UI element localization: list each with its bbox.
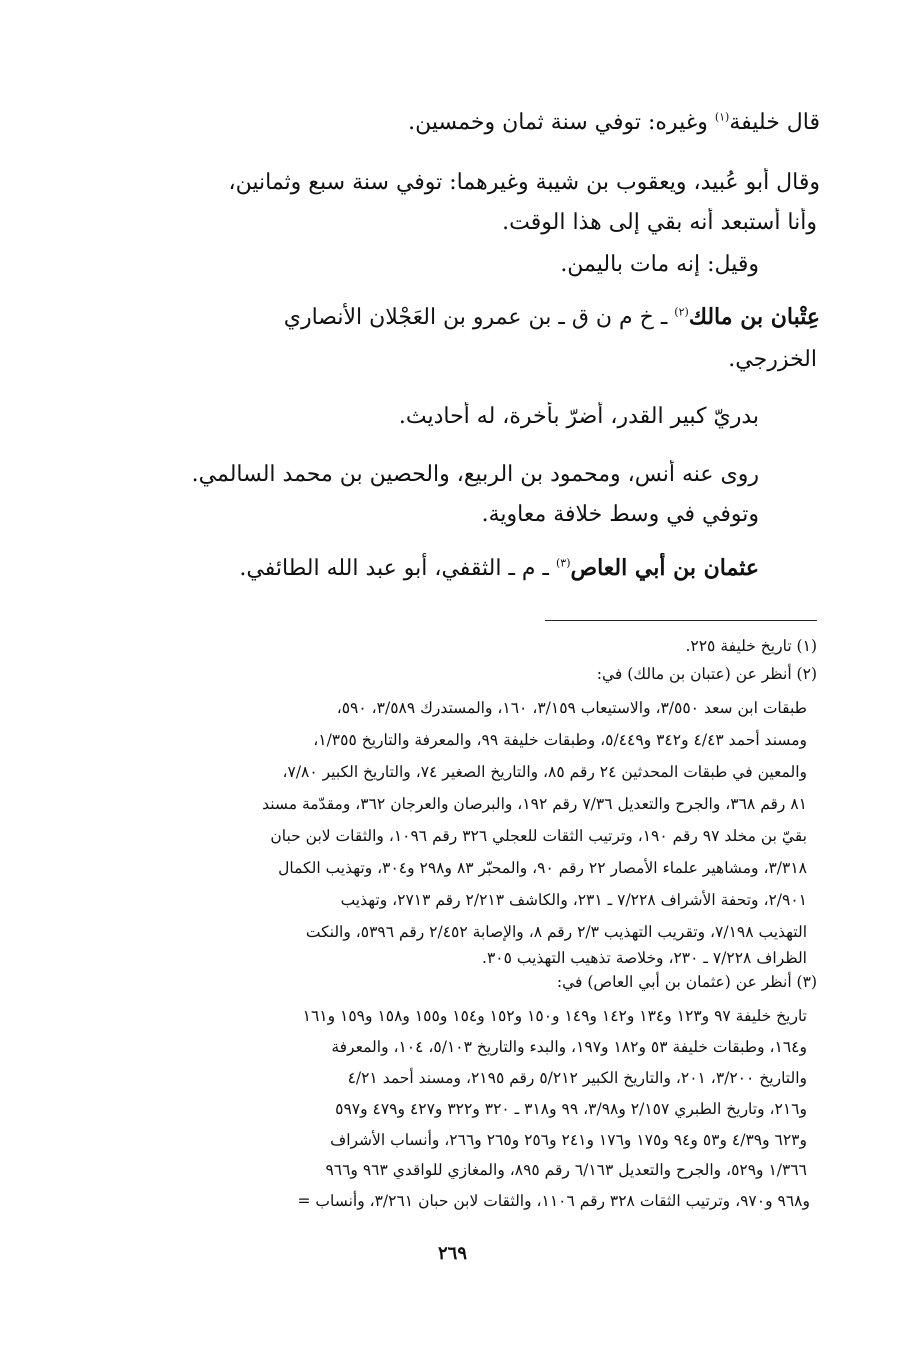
footnote-line-text: (٢) أنظر عن (عتبان بن مالك) في: — [596, 665, 817, 683]
footnote-line — [95, 1189, 810, 1213]
footnote-line — [95, 1066, 807, 1090]
main-line-7-text: بدريّ كبير القدر، أضرّ بأخرة، له أحاديث. — [398, 404, 759, 429]
main-line-3 — [87, 208, 817, 238]
footnote-line-text: و٩٦٨ و٩٧٠، وترتيب الثقات ٣٢٨ رقم ١١٠٦، والثقات لابن حبان ٣/٢٦١، وأنساب = — [297, 1192, 810, 1210]
footnote-line-text: بقيّ بن مخلد ٩٧ رقم ١٩٠، وترتيب الثقات للعجلي ٣٢٦ رقم ١٠٩٦، والثقات لابن حبان — [270, 827, 807, 845]
main-line-8-text: روى عنه أنس، ومحمود بن الربيع، والحصين بن محمد السالمي. — [191, 462, 759, 487]
page-number: ٢٦٩ — [437, 1243, 467, 1264]
footnote-line — [95, 856, 807, 880]
footnote-line-text: طبقات ابن سعد ٣/٥٥٠، والاستيعاب ٣/١٥٩، ١٦٠، والمستدرك ٣/٥٨٩، ٥٩٠، — [336, 699, 807, 717]
footnote-line-text: الظراف ٧/٢٢٨ ـ ٢٣٠، وخلاصة تذهيب التهذيب ٣٠٥. — [482, 949, 807, 967]
main-line-9 — [99, 500, 759, 530]
main-line-1 — [100, 108, 820, 138]
footnote-line-text: والتاريخ ٣/٢٠٠، ٢٠١، والتاريخ الكبير ٥/٢١٢ رقم ٢١٩٥، ومسند أحمد ٤/٢١ — [347, 1069, 807, 1087]
footnote-line — [95, 760, 807, 784]
footnote-separator — [545, 620, 817, 621]
main-line-6 — [97, 345, 817, 375]
footnote-line — [95, 824, 807, 848]
footnote-line-text: ومسند أحمد ٤/٤٣ و٣٤٢ و٥/٤٤٩، وطبقات خليفة ٩٩، والمعرفة والتاريخ ١/٣٥٥، — [313, 731, 807, 749]
footnote-line — [95, 946, 807, 970]
entry-name-uthman: عثمان بن أبي العاص — [570, 555, 759, 581]
footnote-ref-3: (٣) — [555, 556, 571, 570]
footnote-line — [95, 792, 807, 816]
footnote-line-text: ١/٣٦٦ و٥٢٩، والجرح والتعديل ٦/١٦٣ رقم ٨٩٥، والمغازي للواقدي ٩٦٣ و٩٦٦ — [325, 1161, 807, 1179]
footnote-line — [95, 1004, 807, 1028]
footnote-line-text: التهذيب ٧/١٩٨، وتقريب التهذيب ٢/٣ رقم ٨، والإصابة ٢/٤٥٢ رقم ٥٣٩٦، والنكت — [305, 923, 807, 941]
entry-name-itban: عِتْبان بن مالك — [688, 304, 820, 330]
main-line-9-text: وتوفي في وسط خلافة معاوية. — [481, 502, 759, 527]
footnote-line — [97, 634, 817, 658]
footnote-line-text: و١٦٤، وطبقات خليفة ٥٣ و١٨٢ و١٩٧، والبدء والتاريخ ٥/١٠٣، ١٠٤، والمعرفة — [331, 1038, 807, 1056]
footnote-line-text: ٨١ رقم ٣٦٨، والجرح والتعديل ٧/٣٦ رقم ١٩٢، والبرصان والعرجان ٣٦٢، ومقدّمة مسند — [262, 795, 807, 813]
footnote-line — [95, 920, 807, 944]
footnote-line — [95, 1158, 807, 1182]
main-line-1-text — [408, 110, 820, 135]
footnote-line-text: و٦٢٣ و٤/٣٩ و٥٣ و٩٤ و١٧٥ و١٧٦ و٢٤١ و٢٥٦ و٢٦٥ و٢٦٦، وأنساب الأشراف — [330, 1131, 807, 1149]
main-line-1-lead: قال خليفة — [729, 110, 820, 135]
footnote-line — [97, 662, 817, 686]
main-line-4-text: وقيل: إنه مات باليمن. — [560, 252, 759, 277]
entry-heading-uthman-rest: ـ م ـ الثقفي، أبو عبد الله الطائفي. — [239, 556, 556, 581]
entry-heading-itban-rest: ـ خ م ن ق ـ بن عمرو بن العَجْلان الأنصاري — [283, 305, 675, 330]
entry-heading-uthman — [99, 553, 759, 584]
main-line-1-rest: وغيره: توفي سنة ثمان وخمسين. — [408, 110, 715, 135]
footnote-line — [97, 970, 817, 994]
footnote-line — [95, 1128, 807, 1152]
footnote-line-text: و٢١٦، وتاريخ الطبري ٢/١٥٧ و٣/٩٨، ٩٩ و٣١٨ ـ ٣٢٠ و٣٢٢ و٤٢٧ و٤٧٩ و٥٩٧ — [335, 1100, 807, 1118]
main-line-3-text: وأنا أستبعد أنه بقي إلى هذا الوقت. — [502, 210, 817, 235]
main-line-6-text: الخزرجي. — [728, 347, 817, 372]
footnote-line-text: ٢/٩٠١، وتحفة الأشراف ٧/٢٢٨ ـ ٢٣١، والكاشف ٢/٢١٣ رقم ٢٧١٣، وتهذيب — [340, 891, 807, 909]
footnote-line — [95, 696, 807, 720]
main-line-8 — [99, 460, 759, 490]
footnote-line — [95, 1097, 807, 1121]
footnote-line — [95, 728, 807, 752]
footnote-line-text: (٣) أنظر عن (عثمان بن أبي العاص) في: — [556, 973, 817, 991]
main-line-2 — [100, 168, 820, 198]
footnote-ref-2: (٢) — [674, 305, 689, 319]
footnote-line-text: والمعين في طبقات المحدثين ٢٤ رقم ٨٥، والتاريخ الصغير ٧٤، والتاريخ الكبير ٧/٨٠، — [282, 763, 807, 781]
footnote-line-text: (١) تاريخ خليفة ٢٢٥. — [685, 637, 817, 655]
footnote-ref-1: (١) — [714, 110, 730, 124]
footnote-line — [95, 1035, 807, 1059]
footnote-line — [95, 888, 807, 912]
entry-heading-itban — [100, 302, 820, 333]
main-line-4 — [99, 250, 759, 280]
footnote-line-text: ٣/٣١٨، ومشاهير علماء الأمصار ٢٢ رقم ٩٠، والمحبّر ٨٣ و٢٩٨ و٣٠٤، وتهذيب الكمال — [278, 859, 807, 877]
main-line-2-text: وقال أبو عُبيد، ويعقوب بن شيبة وغيرهما: توفي سنة سبع وثمانين، — [228, 170, 820, 195]
footnote-line-text: تاريخ خليفة ٩٧ و١٢٣ و١٣٤ و١٤٢ و١٤٩ و١٥٠ و١٥٢ و١٥٤ و١٥٥ و١٥٨ و١٥٩ و١٦١ — [302, 1007, 807, 1025]
main-line-7 — [99, 402, 759, 432]
